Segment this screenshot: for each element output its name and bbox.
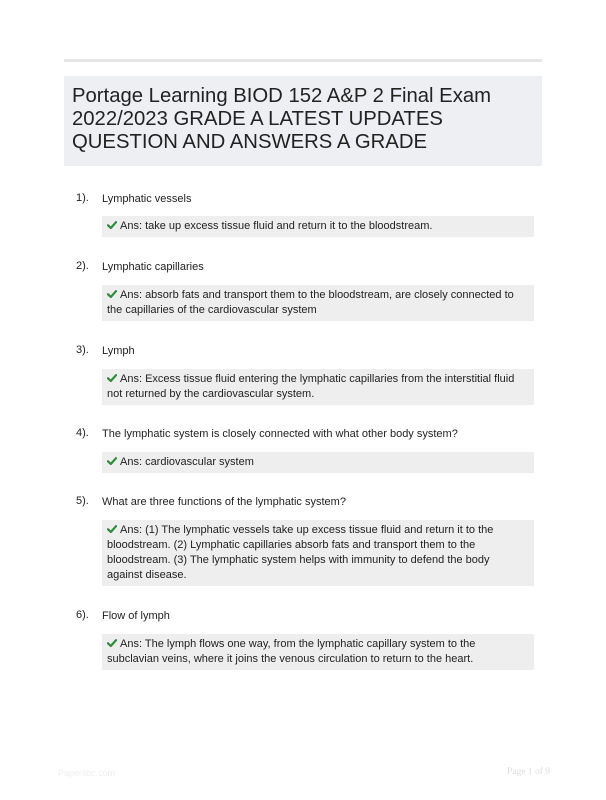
question-number: 1). (76, 192, 89, 204)
question-number: 5). (76, 495, 89, 507)
question-number: 4). (76, 427, 89, 439)
question-number: 6). (76, 609, 89, 621)
answer-box (102, 520, 534, 586)
answer-box (102, 634, 534, 670)
document-title: Portage Learning BIOD 152 A&P 2 Final Exam 2022/2023 GRADE A LATEST UPDATES QUESTION AND ANSWERS A GRADE (72, 85, 492, 153)
question-text: The lymphatic system is closely connected with what other body system? (102, 428, 458, 440)
check-icon (107, 456, 117, 466)
answer-box (102, 216, 534, 237)
answer-text: Ans: The lymph flows one way, from the lymphatic capillary system to the subclavian veins, where it joins the venous circulation to return to the heart. (107, 638, 476, 665)
question-text: Lymphatic capillaries (102, 261, 204, 273)
page-number: Page 1 of 9 (506, 767, 550, 777)
question-text: Flow of lymph (102, 610, 170, 622)
answer-text: Ans: absorb fats and transport them to the bloodstream, are closely connected to the capillaries of the cardiovascular system (107, 289, 514, 316)
check-icon (107, 638, 117, 648)
answer-box (102, 285, 534, 321)
footer-watermark: Paperlibc.com (58, 768, 116, 778)
check-icon (107, 373, 117, 383)
check-icon (107, 289, 117, 299)
answer-box (102, 369, 534, 405)
question-number: 3). (76, 344, 89, 356)
top-divider (64, 59, 542, 62)
answer-text: Ans: take up excess tissue fluid and return it to the bloodstream. (120, 220, 433, 232)
check-icon (107, 220, 117, 230)
answer-box (102, 452, 534, 473)
question-text: What are three functions of the lymphatic system? (102, 496, 346, 508)
answer-text: Ans: cardiovascular system (120, 456, 254, 468)
question-text: Lymph (102, 345, 135, 357)
answer-text: Ans: (1) The lymphatic vessels take up excess tissue fluid and return it to the bloodstream. (2) Lymphatic capillaries absorb fats and transport them to the bloodstream. (3) The lymphatic system helps with immunity to defend the body against disease. (107, 524, 494, 581)
question-number: 2). (76, 260, 89, 272)
title-banner (64, 76, 542, 166)
question-text: Lymphatic vessels (102, 193, 192, 205)
check-icon (107, 524, 117, 534)
answer-text: Ans: Excess tissue fluid entering the lymphatic capillaries from the interstitial fluid not returned by the cardiovascular system. (107, 373, 515, 400)
